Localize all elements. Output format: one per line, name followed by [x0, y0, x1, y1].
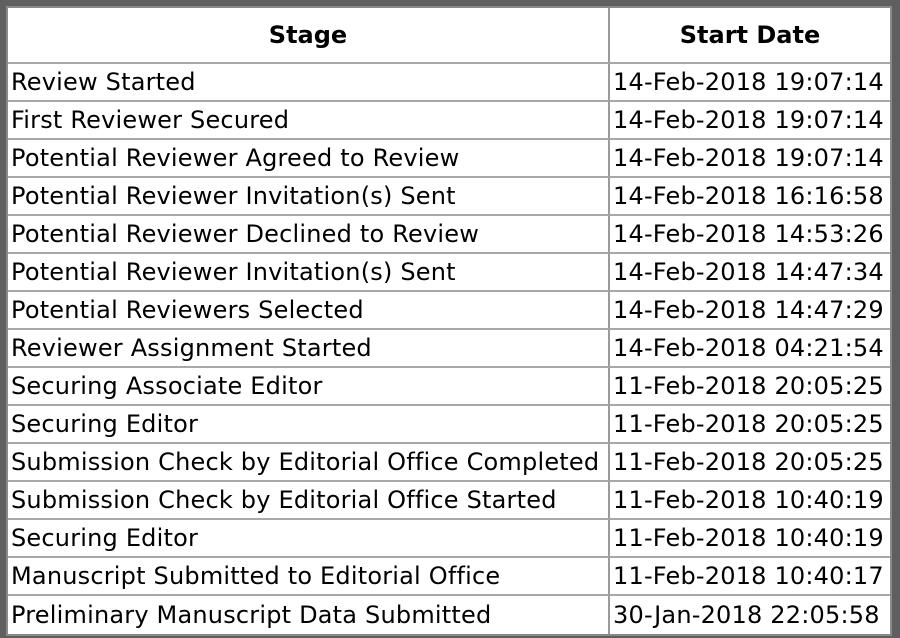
stage-cell: Potential Reviewer Declined to Review	[8, 216, 610, 254]
start-date-cell: 11-Feb-2018 10:40:19	[610, 520, 890, 558]
stage-cell: Submission Check by Editorial Office Started	[8, 482, 610, 520]
stage-cell: First Reviewer Secured	[8, 102, 610, 140]
stage-cell: Submission Check by Editorial Office Completed	[8, 444, 610, 482]
table-row	[8, 482, 890, 520]
table-row	[8, 330, 890, 368]
stage-cell: Securing Editor	[8, 520, 610, 558]
stage-cell: Potential Reviewer Invitation(s) Sent	[8, 178, 610, 216]
stage-cell: Preliminary Manuscript Data Submitted	[8, 596, 610, 634]
stage-cell: Review Started	[8, 64, 610, 102]
start-date-cell: 14-Feb-2018 04:21:54	[610, 330, 890, 368]
table-row	[8, 64, 890, 102]
stage-cell: Securing Editor	[8, 406, 610, 444]
stage-cell: Potential Reviewer Agreed to Review	[8, 140, 610, 178]
table-row	[8, 254, 890, 292]
table-row	[8, 102, 890, 140]
table-row	[8, 558, 890, 596]
table-header	[8, 8, 890, 64]
table-body	[8, 64, 890, 634]
table-row	[8, 368, 890, 406]
start-date-cell: 11-Feb-2018 20:05:25	[610, 444, 890, 482]
start-date-cell: 14-Feb-2018 14:47:29	[610, 292, 890, 330]
table-row	[8, 140, 890, 178]
stage-column-header: Stage	[8, 8, 610, 64]
start-date-cell: 14-Feb-2018 19:07:14	[610, 102, 890, 140]
stage-cell: Potential Reviewer Invitation(s) Sent	[8, 254, 610, 292]
start-date-cell: 14-Feb-2018 14:53:26	[610, 216, 890, 254]
stage-cell: Manuscript Submitted to Editorial Office	[8, 558, 610, 596]
stage-cell: Reviewer Assignment Started	[8, 330, 610, 368]
table-row	[8, 596, 890, 634]
table-row	[8, 216, 890, 254]
table-row	[8, 406, 890, 444]
start-date-cell: 30-Jan-2018 22:05:58	[613, 601, 880, 629]
table-row	[8, 520, 890, 558]
start-date-cell: 11-Feb-2018 10:40:19	[610, 482, 890, 520]
start-date-cell: 14-Feb-2018 19:07:14	[610, 140, 890, 178]
start-date-cell: 11-Feb-2018 20:05:25	[610, 406, 890, 444]
start-date-cell: 14-Feb-2018 14:47:34	[610, 254, 890, 292]
stage-cell: Securing Associate Editor	[8, 368, 610, 406]
table-row	[8, 292, 890, 330]
start-date-cell: 11-Feb-2018 10:40:17	[610, 558, 890, 596]
stage-history-table	[6, 6, 892, 636]
table-row	[8, 178, 890, 216]
start-date-column-header: Start Date	[610, 8, 890, 64]
start-date-cell: 14-Feb-2018 16:16:58	[610, 178, 890, 216]
header-row	[8, 8, 890, 64]
start-date-cell: 11-Feb-2018 20:05:25	[610, 368, 890, 406]
start-date-cell: 14-Feb-2018 19:07:14	[610, 64, 890, 102]
stage-cell: Potential Reviewers Selected	[8, 292, 610, 330]
table-row	[8, 444, 890, 482]
